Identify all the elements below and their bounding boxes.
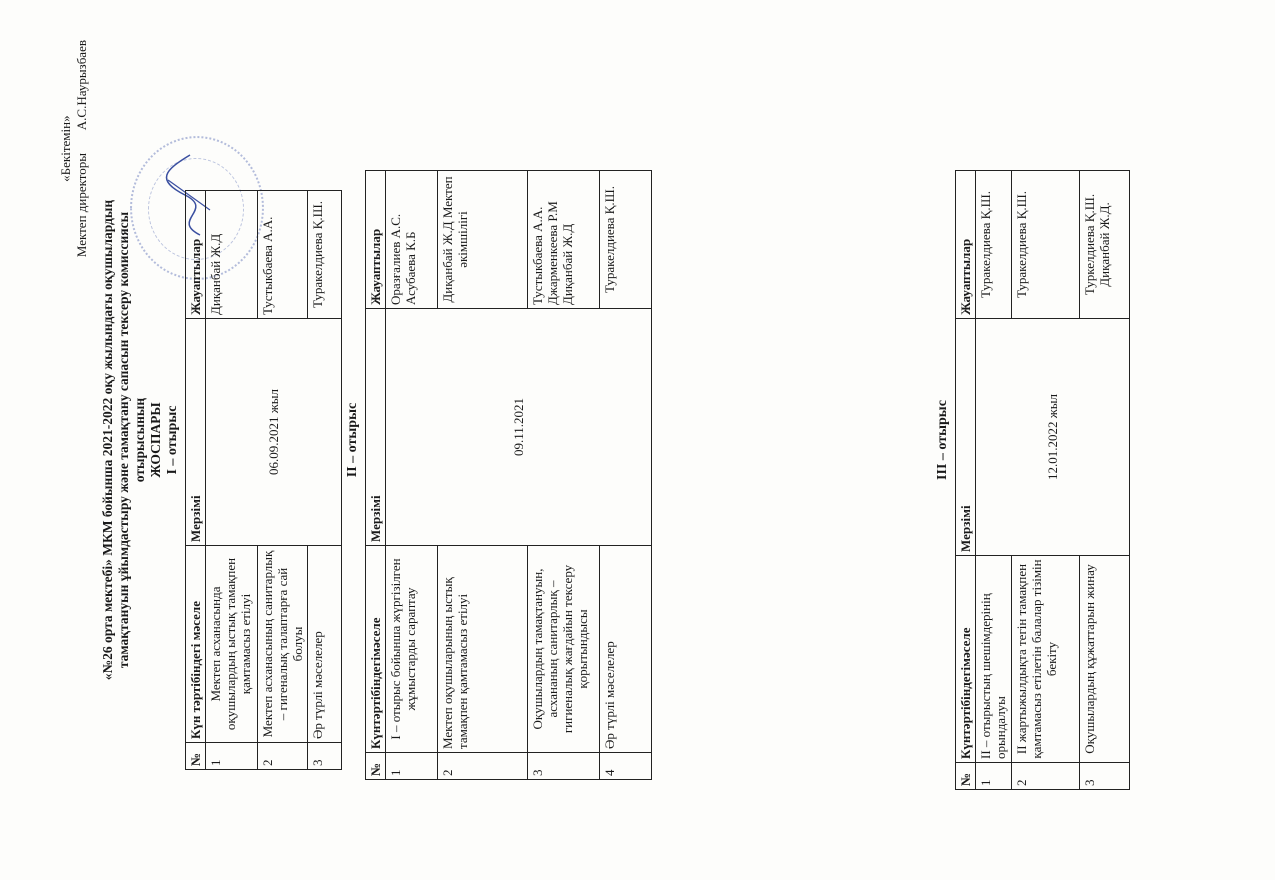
table-row — [386, 171, 438, 780]
col-num: № — [366, 753, 386, 780]
row-date: 12.01.2022 жыл — [976, 319, 1130, 556]
row-resp: Туракелдиева Қ.Ш. — [976, 171, 1012, 319]
row-resp: Оразғалиев А.С. Асубаева К.Б — [386, 171, 438, 309]
row-num: 4 — [600, 753, 652, 780]
session-1-heading: І – отырыс — [165, 405, 180, 475]
session-3-table — [955, 170, 1130, 790]
row-resp: Туракелдиева Қ.Ш. — [1012, 171, 1080, 319]
row-resp: Туракелдиева Қ.Ш. — [600, 171, 652, 309]
row-issue: Мектеп оқушыларының ыстық тамақпен қамтамасыз етілуі — [438, 546, 528, 753]
director-label: Мектеп директоры — [74, 152, 89, 258]
title-line-2: тамақтануын ұйымдастыру және тамақтану сапасын тексеру комиссиясы — [116, 211, 131, 669]
approval-block — [58, 40, 90, 257]
col-num: № — [186, 743, 206, 770]
col-issue: Күнтәртібіндегімәселе — [366, 546, 386, 753]
title-line-1: «№26 орта мектебі» МКМ бойынша 2021-2022 оқу жылындағы оқушылардың — [100, 199, 115, 681]
table-header-row — [366, 171, 386, 780]
col-issue: Күнтәртібіндегімәселе — [956, 556, 976, 763]
col-resp: Жауаптылар — [956, 171, 976, 319]
col-date: Мерзімі — [186, 319, 206, 546]
row-issue: Әр түрлі мәселелер — [600, 546, 652, 753]
row-num: 3 — [528, 753, 600, 780]
col-issue: Күн тәртібіндегі мәселе — [186, 546, 206, 743]
col-date: Мерзімі — [956, 319, 976, 556]
session-2-table — [365, 170, 652, 780]
row-resp: Тустыкбаева А.А. Джарменкеева Р.М Диқанбай Ж.Д — [528, 171, 600, 309]
approve-label: «Бекітемін» — [58, 115, 73, 182]
director-name: А.С.Наурызбаев — [74, 40, 89, 131]
col-date: Мерзімі — [366, 309, 386, 546]
row-issue: Оқушылардың құжаттарын жинау — [1080, 556, 1130, 763]
row-num: 2 — [258, 743, 308, 770]
col-resp: Жауаптылар — [186, 191, 206, 319]
document-title — [100, 0, 164, 880]
col-resp: Жауаптылар — [366, 171, 386, 309]
row-resp: Туркелдиева Қ.Ш. Диқанбай Ж.Д. — [1080, 171, 1130, 319]
row-num: 1 — [206, 743, 258, 770]
row-issue: ІІ жартыжылдықта тегін тамақпен қамтамасыз етілетін балалар тізімін бекіту — [1012, 556, 1080, 763]
row-issue: Мектеп асханасының санитарлық – гигеналық талаптарға сай болуы — [258, 546, 308, 743]
row-issue: Әр түрлі мәселелер — [308, 546, 342, 743]
row-num: 2 — [438, 753, 528, 780]
row-date: 09.11.2021 — [386, 309, 652, 546]
table-row — [976, 171, 1012, 790]
row-num: 2 — [1012, 763, 1080, 790]
row-issue: Мектеп асханасында оқушылардың ыстық тамақпен қамтамасыз етілуі — [206, 546, 258, 743]
row-issue: Оқушылардың тамақтануын, асхананың санитарлық – гигиеналық жағдайын тексеру қорытындысы — [528, 546, 600, 753]
table-row — [206, 191, 258, 770]
row-resp: Диқанбай Ж.Д — [206, 191, 258, 319]
table-header-row — [956, 171, 976, 790]
row-num: 3 — [1080, 763, 1130, 790]
row-issue: ІІ – отырыстың шешімдерінің орындалуы — [976, 556, 1012, 763]
table-header-row — [186, 191, 206, 770]
col-num: № — [956, 763, 976, 790]
row-num: 1 — [976, 763, 1012, 790]
row-issue: І – отырыс бойынша жүргізілген жұмыстарды сараптау — [386, 546, 438, 753]
title-line-3: отырысының — [132, 397, 147, 483]
row-resp: Тустыкбаева А.А. — [258, 191, 308, 319]
row-date: 06.09.2021 жыл — [206, 319, 342, 546]
row-resp: Туракелдиева Қ.Ш. — [308, 191, 342, 319]
session-1-table — [185, 190, 342, 770]
row-num: 3 — [308, 743, 342, 770]
session-3-heading: ІІІ – отырыс — [935, 400, 950, 480]
row-resp: Диқанбай Ж.Д Мектеп әкімшілігі — [438, 171, 528, 309]
row-num: 1 — [386, 753, 438, 780]
session-2-heading: ІІ – отырыс — [345, 402, 360, 478]
title-line-4: ЖОСПАРЫ — [148, 402, 163, 478]
